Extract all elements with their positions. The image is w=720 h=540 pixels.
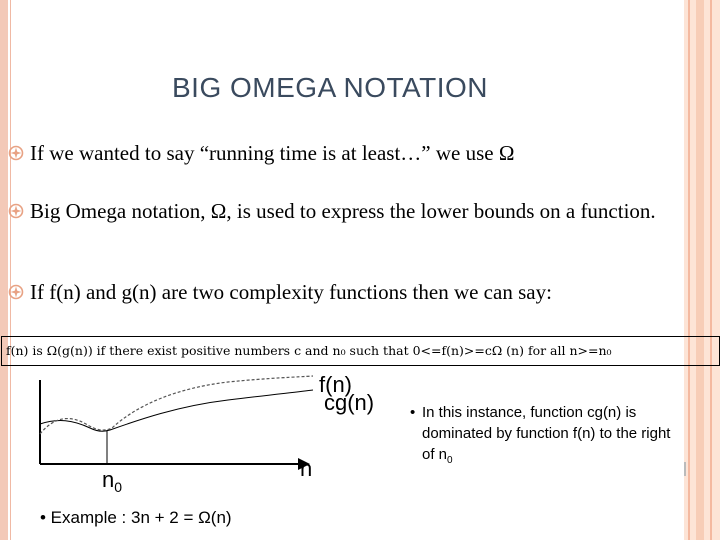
x-axis-label: n xyxy=(300,456,313,481)
f-label: f(n) xyxy=(319,372,352,397)
example-text: • Example : 3n + 2 = Ω(n) xyxy=(40,508,232,527)
ornament-bullet-icon xyxy=(8,203,24,219)
bullet-text: Big Omega notation, Ω, is used to express the lower bounds on a function. xyxy=(30,199,656,223)
ornament-bullet-icon xyxy=(8,145,24,161)
slide-title: BIG OMEGA NOTATION xyxy=(172,72,488,103)
ornament-bullet-icon xyxy=(8,284,24,300)
cg-curve xyxy=(40,390,313,431)
definition-box: f(n) is Ω(g(n)) if there exist positive numbers c and n₀ such that 0<=f(n)>=cΩ (n) for all n>=n₀ xyxy=(1,336,720,366)
f-curve xyxy=(40,376,313,434)
bullet-text: If f(n) and g(n) are two complexity functions then we can say: xyxy=(30,280,552,304)
omega-graph xyxy=(28,368,398,503)
note-text: In this instance, function cg(n) is dominated by function f(n) to the right of $n_0$ xyxy=(422,404,671,466)
right-border-decoration xyxy=(684,0,720,540)
divider-mark xyxy=(684,462,686,476)
note-bullet: • xyxy=(410,404,416,421)
cg-label: cg(n) xyxy=(324,390,375,415)
bullet-text: If we wanted to say “running time is at least…” we use Ω xyxy=(30,141,515,165)
n0-label: $n_0$ xyxy=(102,467,123,495)
